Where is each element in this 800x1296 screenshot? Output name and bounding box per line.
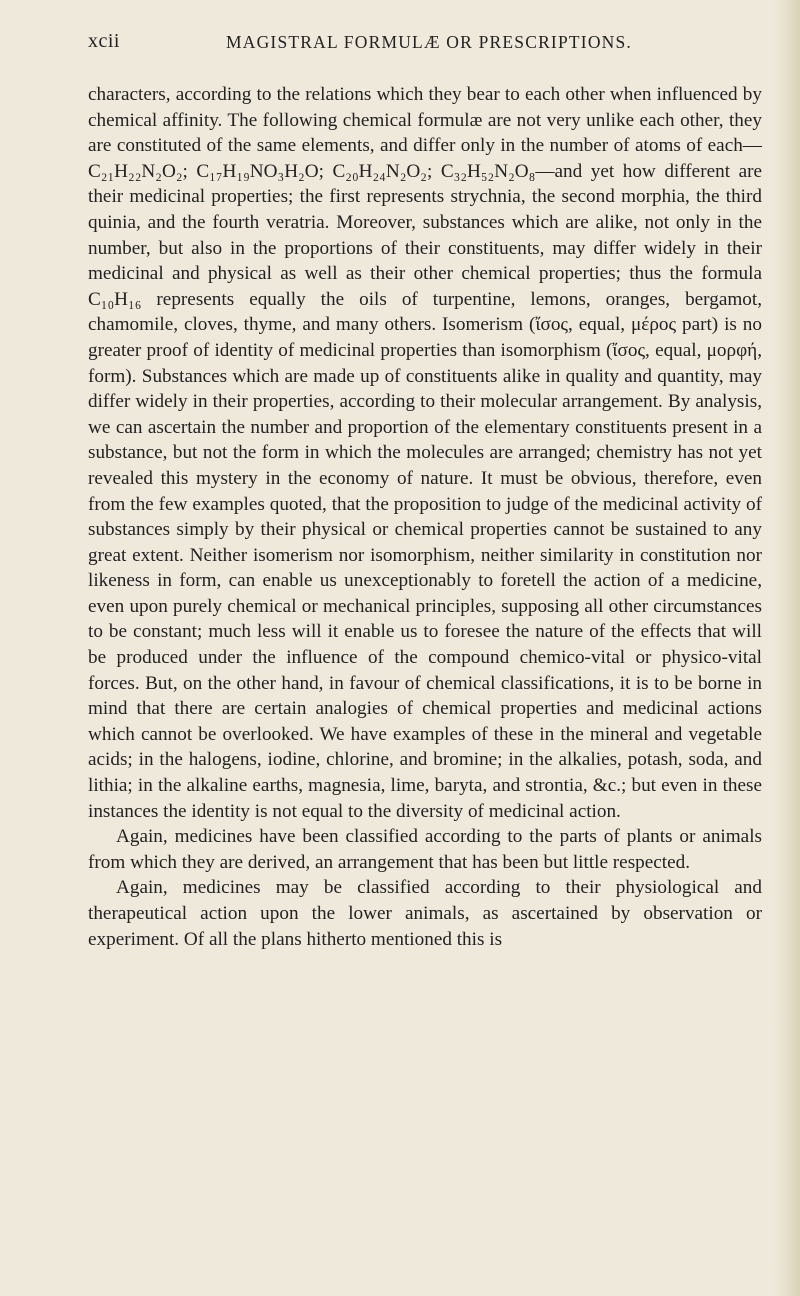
- running-header: [88, 30, 762, 60]
- book-page: [88, 30, 762, 952]
- paragraph-3: Again, medicines may be classified according to their physiological and therapeutical action upon the lower animals, as ascertained by observation or experiment. Of all the plans hitherto mentioned this is: [88, 877, 762, 950]
- page-number: xcii: [88, 30, 120, 52]
- running-title: MAGISTRAL FORMULÆ OR PRESCRIPTIONS.: [226, 32, 632, 52]
- paragraph-2: Again, medicines have been classified according to the parts of plants or animals from which they are derived, an arrangement that has been but little respected.: [88, 826, 762, 873]
- paragraph-1: characters, according to the relations which they bear to each other when influenced by chemical affinity. The following chemical formulæ are not very unlike each other, they are constituted of the same elements, and differ only in the number of atoms of each—C₂₁H₂₂N₂O₂; C₁₇H₁₉NO₃H₂O; C₂₀H₂₄N₂O₂; C₃₂H₅₂N₂O₈—and yet how different are their medicinal properties; the first represents strychnia, the second morphia, the third quinia, and the fourth veratria. Moreover, substances which are alike, not only in the number, but also in the proportions of their constituents, may differ widely in their medicinal and physical as well as their other chemical properties; thus the formula C₁₀H₁₆ represents equally the oils of turpentine, lemons, oranges, bergamot, chamomile, cloves, thyme, and many others. Isomerism (ἴσος, equal, μέρος part) is no greater proof of identity of medicinal properties than isomorphism (ἴσος, equal, μορφή, form). Substances which are made up of constituents alike in quality and quantity, may differ widely in their properties, according to their molecular arrangement. By analysis, we can ascertain the number and proportion of the elementary constituents present in a substance, but not the form in which the molecules are arranged; chemistry has not yet revealed this mystery in the economy of nature. It must be obvious, therefore, even from the few examples quoted, that the proposition to judge of the medicinal activity of substances simply by their physical or chemical properties cannot be sustained to any great extent. Neither isomerism nor isomorphism, neither similarity in constitution nor likeness in form, can enable us unexceptionably to foretell the action of a medicine, even upon purely chemical or mechanical principles, supposing all other circumstances to be constant; much less will it enable us to foresee the nature of the effects that will be produced under the influence of the compound chemico-vital or physico-vital forces. But, on the other hand, in favour of chemical classifications, it is to be borne in mind that there are certain analogies of chemical properties and medicinal actions which cannot be overlooked. We have examples of these in the mineral and vegetable acids; in the halogens, iodine, chlorine, and bromine; in the alkalies, potash, soda, and lithia; in the alkaline earths, magnesia, lime, baryta, and strontia, &c.; but even in these instances the identity is not equal to the diversity of medicinal action.: [88, 84, 762, 822]
- page-edge-shading: [774, 0, 800, 1296]
